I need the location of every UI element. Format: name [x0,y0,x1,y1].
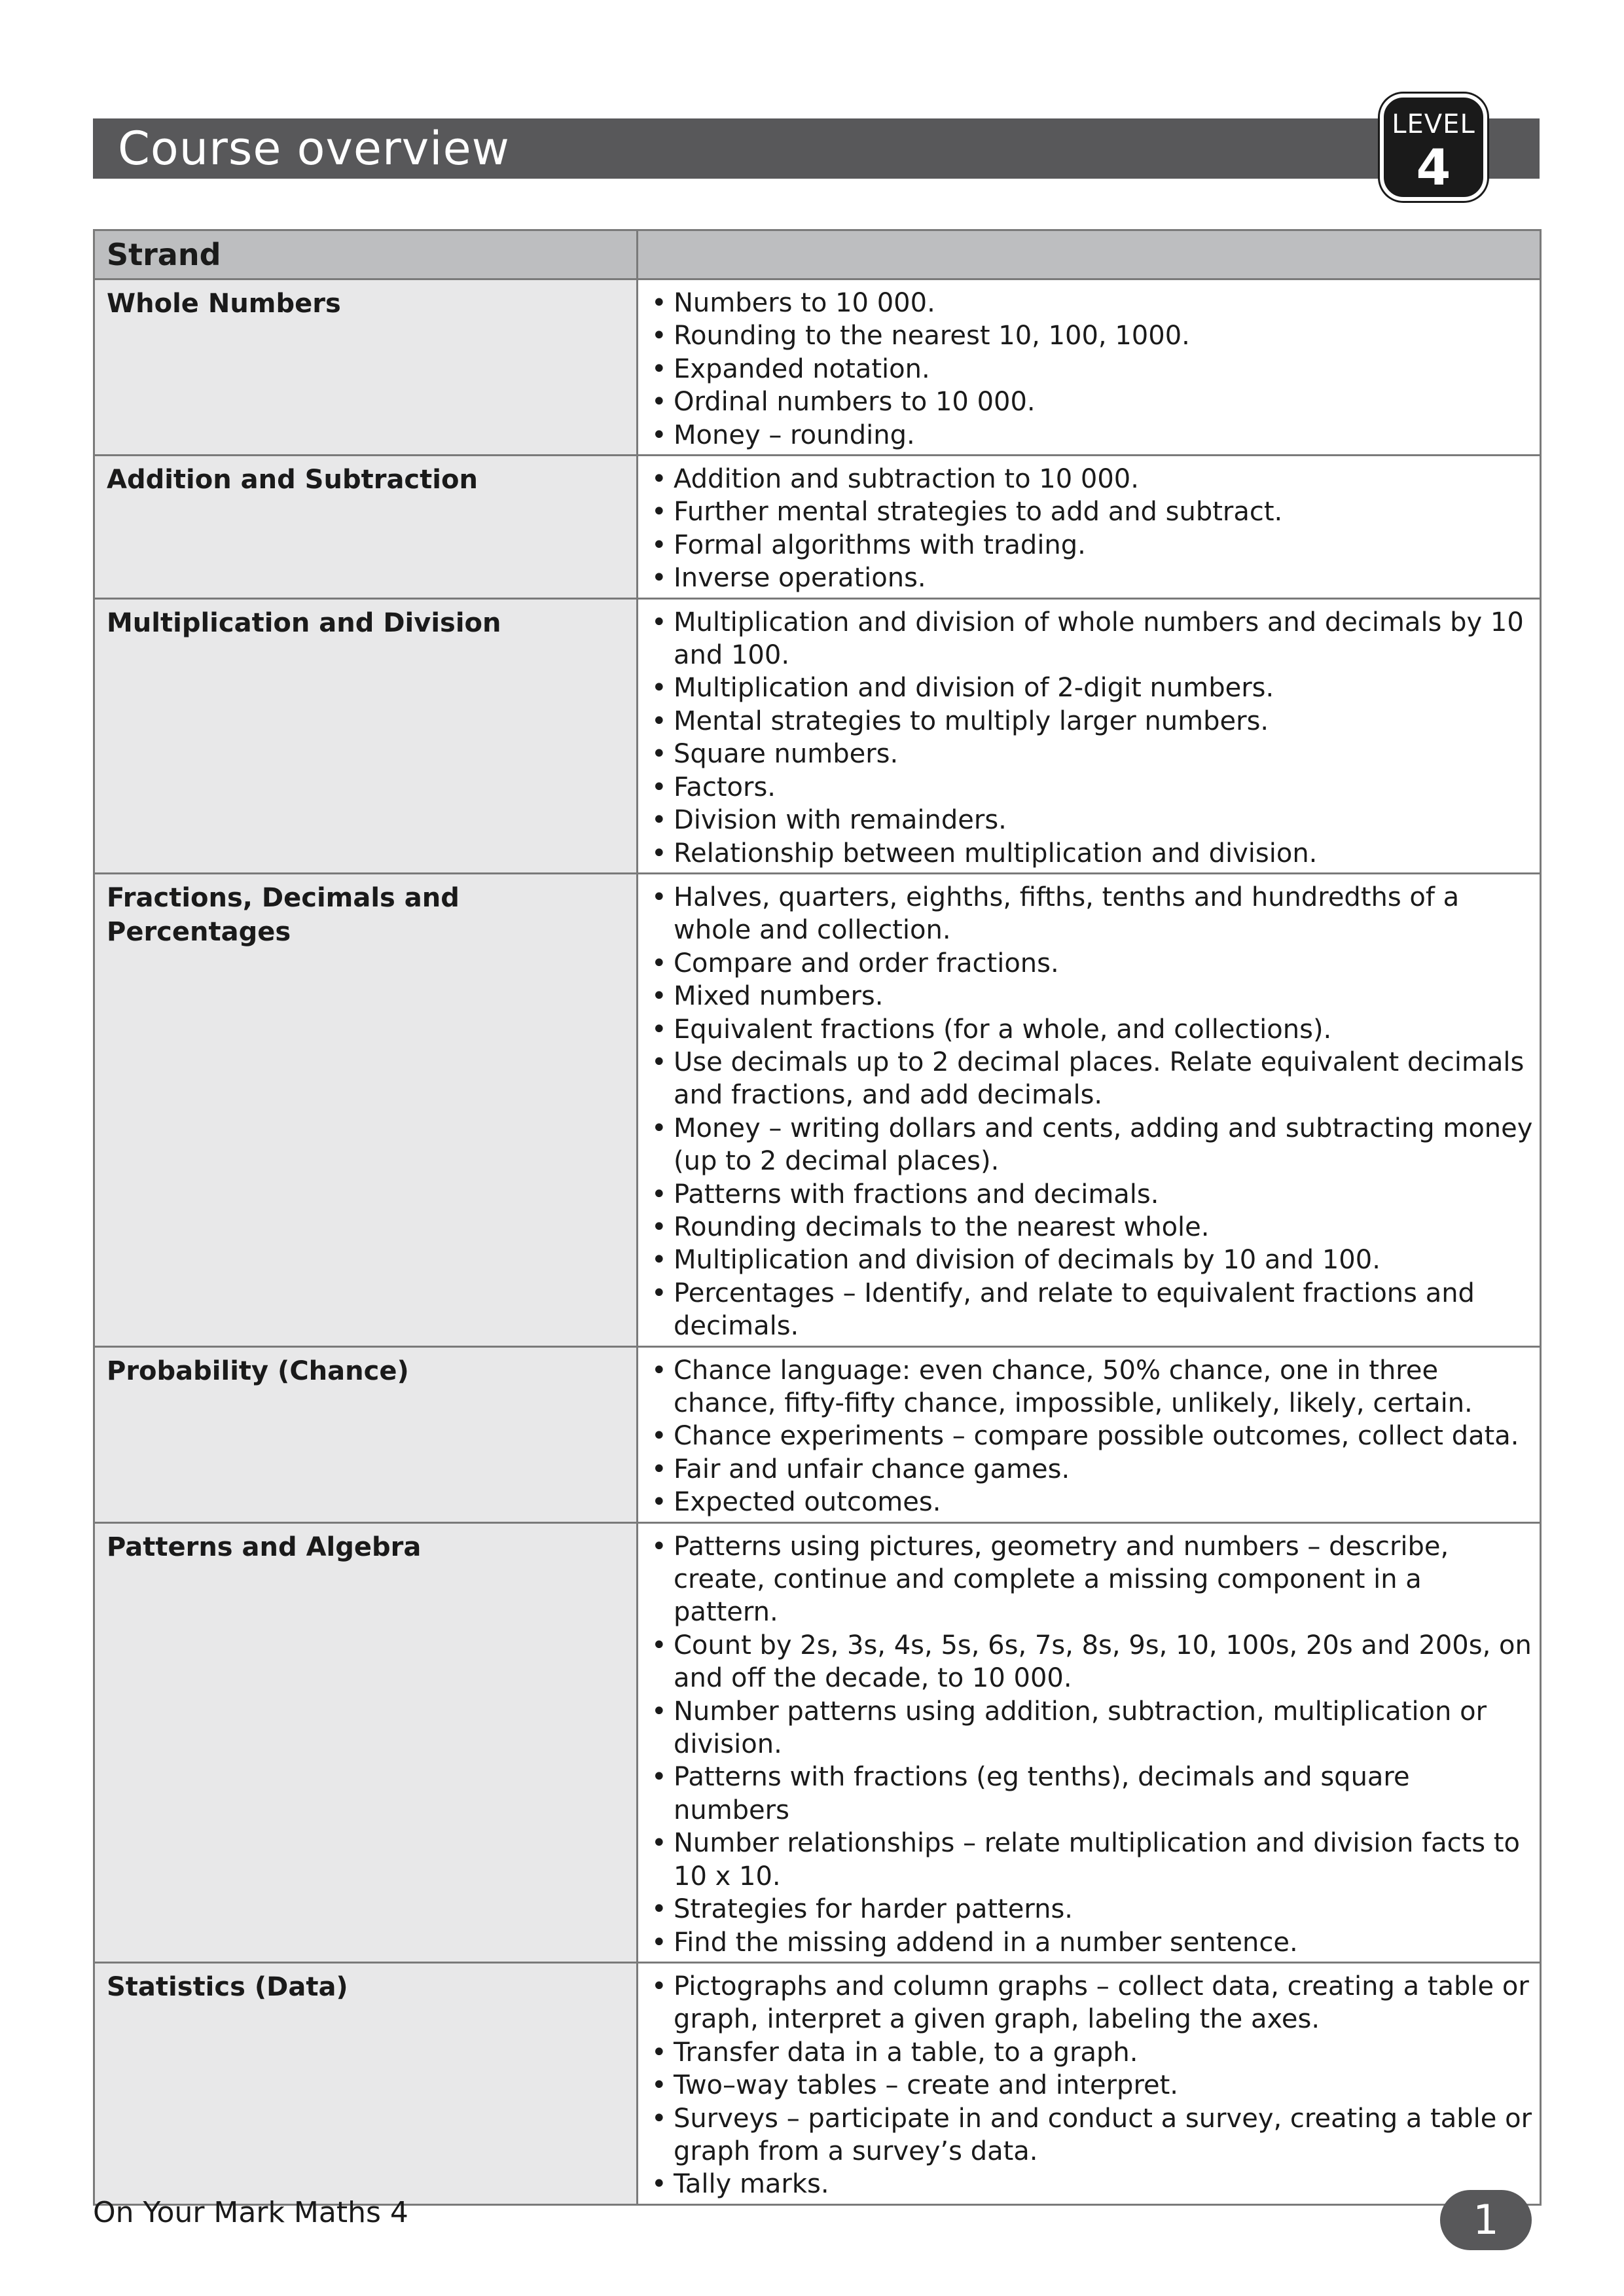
topic-item: • Surveys – participate in and conduct a survey, creating a table or graph from a survey’s data. [638,2102,1533,2168]
strand-name: Whole Numbers [94,279,638,456]
topic-item: • Square numbers. [638,738,1533,770]
topic-item: • Fair and unfair chance games. [638,1453,1533,1486]
table-row [94,279,1541,456]
topic-item: • Chance language: even chance, 50% chance, one in three chance, fifty-fifty chance, impossible, unlikely, likely, certain. [638,1354,1533,1420]
topic-item: • Strategies for harder patterns. [638,1893,1533,1926]
table-row [94,1522,1541,1962]
level-label: LEVEL [1392,109,1475,139]
table-header-row [94,230,1541,279]
course-overview-table [93,229,1542,2206]
topic-item: • Factors. [638,771,1533,804]
strand-topics [638,598,1541,873]
topic-item: • Transfer data in a table, to a graph. [638,2036,1533,2069]
topic-item: • Expected outcomes. [638,1486,1533,1518]
table-row [94,873,1541,1346]
topic-list [638,1530,1533,1959]
strand-name: Patterns and Algebra [94,1522,638,1962]
topic-item: • Tally marks. [638,2168,1533,2200]
topic-item: • Ordinal numbers to 10 000. [638,386,1533,418]
topic-item: • Chance experiments – compare possible outcomes, collect data. [638,1420,1533,1452]
table-row [94,456,1541,599]
topic-item: • Find the missing addend in a number sentence. [638,1926,1533,1959]
topic-item: • Division with remainders. [638,804,1533,836]
level-number: 4 [1416,138,1451,196]
table-row [94,1346,1541,1522]
topic-item: • Percentages – Identify, and relate to equivalent fractions and decimals. [638,1277,1533,1343]
topic-item: • Addition and subtraction to 10 000. [638,463,1533,495]
strand-topics [638,279,1541,456]
table-row [94,1962,1541,2204]
topic-item: • Rounding decimals to the nearest whole. [638,1211,1533,1244]
topic-item: • Money – writing dollars and cents, adding and subtracting money (up to 2 decimal places). [638,1112,1533,1178]
topic-list [638,463,1533,595]
topic-item: • Patterns with fractions and decimals. [638,1178,1533,1211]
strand-topics [638,1962,1541,2204]
topic-item: • Number patterns using addition, subtraction, multiplication or division. [638,1695,1533,1761]
topic-item: • Mixed numbers. [638,980,1533,1013]
strand-name: Probability (Chance) [94,1346,638,1522]
strand-name: Fractions, Decimals and Percentages [94,873,638,1346]
topic-item: • Multiplication and division of whole numbers and decimals by 10 and 100. [638,606,1533,672]
topic-item: • Multiplication and division of decimals by 10 and 100. [638,1244,1533,1276]
topic-item: • Numbers to 10 000. [638,287,1533,319]
topic-item: • Further mental strategies to add and subtract. [638,495,1533,528]
topic-list [638,606,1533,870]
page-number: 1 [1440,2190,1532,2250]
column-header-strand: Strand [94,230,638,279]
topic-list [638,1970,1533,2201]
page-title: Course overview [118,122,510,175]
topic-item: • Use decimals up to 2 decimal places. Relate equivalent decimals and fractions, and add decimals. [638,1046,1533,1112]
strand-name: Statistics (Data) [94,1962,638,2204]
topic-list [638,287,1533,452]
topic-item: • Compare and order fractions. [638,947,1533,980]
topic-list [638,881,1533,1343]
book-title: On Your Mark Maths 4 [93,2196,408,2229]
level-badge [1380,94,1487,201]
topic-item: • Money – rounding. [638,419,1533,452]
strand-topics [638,1522,1541,1962]
topic-item: • Multiplication and division of 2-digit numbers. [638,672,1533,704]
strand-topics [638,1346,1541,1522]
topic-list [638,1354,1533,1519]
table-row [94,598,1541,873]
topic-item: • Mental strategies to multiply larger numbers. [638,705,1533,738]
topic-item: • Rounding to the nearest 10, 100, 1000. [638,319,1533,352]
topic-item: • Inverse operations. [638,562,1533,594]
topic-item: • Count by 2s, 3s, 4s, 5s, 6s, 7s, 8s, 9s, 10, 100s, 20s and 200s, on and off the decade, to 10 000. [638,1629,1533,1695]
topic-item: • Two–way tables – create and interpret. [638,2069,1533,2102]
topic-item: • Pictographs and column graphs – collect data, creating a table or graph, interpret a given graph, labeling the axes. [638,1970,1533,2036]
topic-item: • Formal algorithms with trading. [638,529,1533,562]
topic-item: • Relationship between multiplication and division. [638,837,1533,870]
strand-topics [638,456,1541,599]
topic-item: • Number relationships – relate multiplication and division facts to 10 x 10. [638,1827,1533,1893]
topic-item: • Patterns using pictures, geometry and numbers – describe, create, continue and complete a missing component in a pattern. [638,1530,1533,1629]
topic-item: • Patterns with fractions (eg tenths), decimals and square numbers [638,1761,1533,1827]
strand-topics [638,873,1541,1346]
topic-item: • Equivalent fractions (for a whole, and collections). [638,1013,1533,1046]
strand-name: Multiplication and Division [94,598,638,873]
topic-item: • Halves, quarters, eighths, fifths, tenths and hundredths of a whole and collection. [638,881,1533,947]
table-body [94,279,1541,2205]
topic-item: • Expanded notation. [638,353,1533,386]
title-bar [93,118,1540,179]
column-header-topics [638,230,1541,279]
strand-name: Addition and Subtraction [94,456,638,599]
